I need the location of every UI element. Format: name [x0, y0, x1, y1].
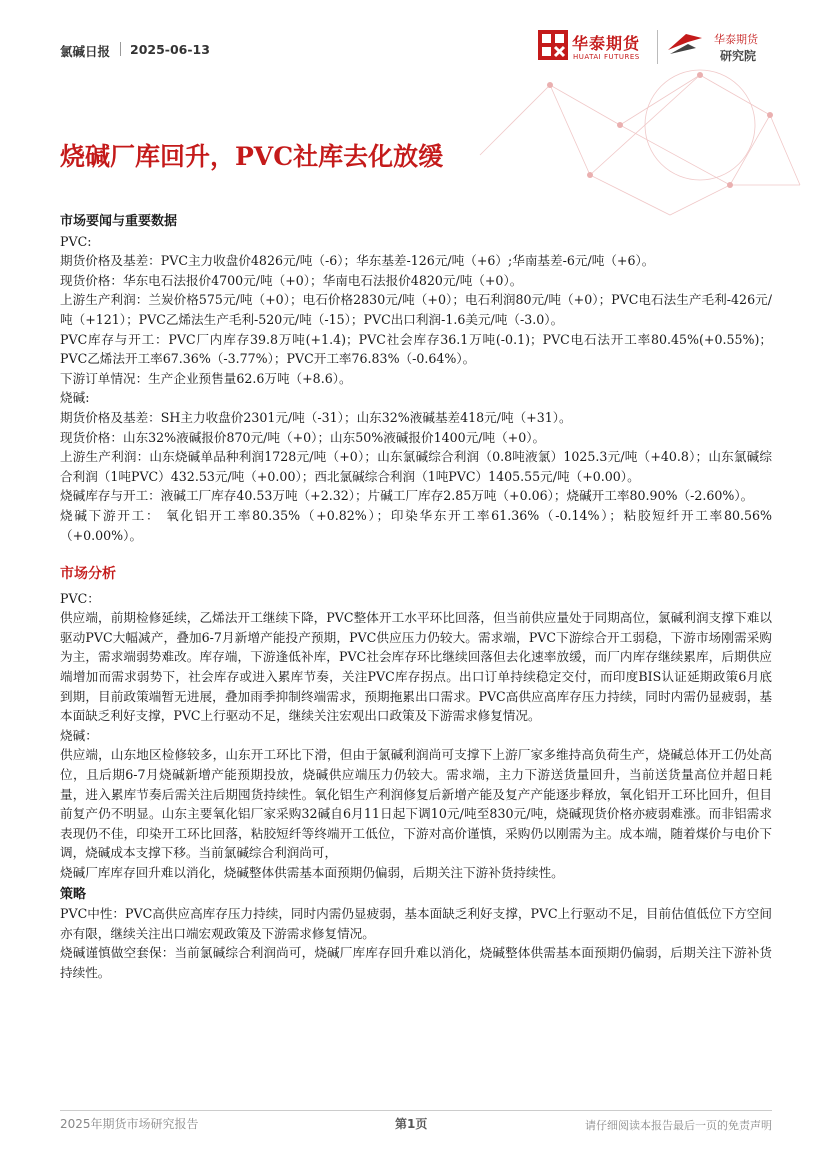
news-caustic-label: 烧碱:: [60, 390, 90, 406]
news-caustic-line: 烧碱下游开工： 氧化铝开工率80.35%（+0.82%）；印染华东开工率61.36%（-0.14%）；粘胶短纤开工率80.56%（+0.00%）。: [60, 507, 772, 543]
logo-name-cn: 华泰期货: [572, 34, 641, 53]
analysis-caustic-text: 供应端，山东地区检修较多，山东开工环比下滑，但由于氯碱利润尚可支撑下上游厂家多维持高负荷生产，烧碱总体开工仍处高位，且后期6-7月烧碱新增产能预期投放，烧碱供应端压力仍较大。需求端，主力下游送货量回升，当前送货量高位并超日耗量，进入累库节奏后需关注后期囤货持续性。氧化铝生产利润修复后新增产能及复产产能逐步释放，氧化铝开工环比回升，但目前复产仍不明显。山东主要氧化铝厂家采购32碱自6月11日起下调10元/吨至830元/吨，烧碱现货价格亦疲弱难涨。而非铝需求表现仍不佳，印染开工环比回落，粘胶短纤等终端开工低位，下游对高价谨慎，采购仍以刚需为主。成本端，随着煤价与电价下调，烧碱成本支撑下移。当前氯碱综合利润尚可，: [60, 747, 772, 861]
decorative-network-graphic: [470, 65, 810, 225]
header-separator: [120, 42, 121, 56]
page-number: 第1页: [395, 1117, 428, 1131]
analysis-pvc-label: PVC：: [60, 590, 100, 606]
analysis-pvc-text: 供应端，前期检修延续，乙烯法开工继续下降，PVC整体开工水平环比回落，但当前供应量处于同期高位，氯碱利润支撑下难以驱动PVC大幅减产，叠加6-7月新增产能投产预期，PVC供应压力仍较大。需求端，PVC下游综合开工弱稳，下游市场刚需采购为主，需求端弱势难改。库存端，下游逢低补库，PVC社会库存环比继续回落但去化速率放缓，而厂内库存继续累库，后期供应端增加而需求弱势下，社会库存或进入累库节奏，关注PVC库存拐点。出口订单持续稳定交付，而印度BIS认证延期政策6月底到期，目前政策端暂无进展，叠加雨季抑制终端需求，预期拖累出口需求。PVC高供应高库存压力持续，同时内需仍显疲弱，基本面缺乏利好支撑，PVC上行驱动不足，继续关注宏观出口政策及下游需求修复情况。: [60, 610, 772, 724]
report-date: 2025-06-13: [130, 42, 210, 57]
news-caustic-line: 现货价格：山东32%液碱报价870元/吨（+0）；山东50%液碱报价1400元/吨（+0）。: [60, 429, 546, 445]
disclaimer-note: 请仔细阅读本报告最后一页的免责声明: [585, 1119, 772, 1132]
news-pvc-line: 现货价格：华东电石法报价4700元/吨（+0）；华南电石法报价4820元/吨（+0）。: [60, 272, 523, 288]
strategy-heading: 策略: [60, 886, 87, 902]
strategy-caustic: 烧碱谨慎做空套保：当前氯碱综合利润尚可，烧碱厂库库存回升难以消化，烧碱整体供需基本面预期仍偏弱，后期关注下游补货持续性。: [60, 945, 772, 980]
news-pvc-line: 下游订单情况：生产企业预售量62.6万吨（+8.6）。: [60, 370, 352, 386]
logo-divider: [657, 30, 658, 64]
logo-name-en: HUATAI FUTURES: [573, 53, 640, 61]
news-pvc-line: PVC库存与开工：PVC厂内库存39.8万吨(+1.4)；PVC社会库存36.1万吨(-0.1)；PVC电石法开工率80.45%(+0.55%)；PVC乙烯法开工率67.36%（-3.77%）；PVC开工率76.83%（-0.64%）。: [60, 331, 772, 367]
report-title: 烧碱厂库回升，PVC社库去化放缓: [60, 142, 444, 171]
page-footer: [60, 1110, 772, 1135]
huatai-logo-icon: [538, 30, 568, 60]
footer-report-series: 2025年期货市场研究报告: [60, 1117, 199, 1131]
news-pvc-line: 期货价格及基差：PVC主力收盘价4826元/吨（-6）；华东基差-126元/吨（+6）;华南基差-6元/吨（+6）。: [60, 253, 655, 269]
analysis-caustic-label: 烧碱：: [60, 727, 98, 743]
report-name: 氯碱日报: [60, 44, 111, 59]
news-caustic-line: 上游生产利润：山东烧碱单品种利润1728元/吨（+0）；山东氯碱综合利润（0.8吨液氯）1025.3元/吨（+40.8）；山东氯碱综合利润（1吨PVC）432.53元/吨（+0.00）；西北氯碱综合利润（1吨PVC）1405.55元/吨（+0.00）。: [60, 449, 772, 484]
analysis-caustic-text-2: 烧碱厂库库存回升难以消化，烧碱整体供需基本面预期仍偏弱，后期关注下游补货持续性。: [60, 865, 564, 880]
news-pvc-label: PVC:: [60, 233, 92, 249]
news-caustic-line: 烧碱库存与开工：液碱工厂库存40.53万吨（+2.32）；片碱工厂库存2.85万吨（+0.06）；烧碱开工率80.90%（-2.60%）。: [60, 488, 754, 504]
institute-mark-icon: [666, 30, 704, 56]
analysis-heading: 市场分析: [60, 566, 116, 583]
institute-label: 研究院: [720, 49, 757, 63]
institute-name: 华泰期货: [714, 33, 758, 46]
news-pvc-line: 上游生产利润：兰炭价格575元/吨（+0）；电石价格2830元/吨（+0）；电石利润80元/吨（+0）；PVC电石法生产毛利-426元/吨（+121）；PVC乙烯法生产毛利-520元/吨（-15）；PVC出口利润-1.6美元/吨（-3.0）。: [60, 292, 772, 327]
strategy-pvc: PVC中性：PVC高供应高库存压力持续，同时内需仍显疲弱，基本面缺乏利好支撑，PVC上行驱动不足，目前估值低位下方空间亦有限，继续关注出口端宏观政策及下游需求修复情况。: [60, 906, 772, 941]
report-body: [60, 210, 772, 983]
news-caustic-line: 期货价格及基差：SH主力收盘价2301元/吨（-31）；山东32%液碱基差418元/吨（+31）。: [60, 409, 572, 425]
news-heading: 市场要闻与重要数据: [60, 214, 178, 229]
